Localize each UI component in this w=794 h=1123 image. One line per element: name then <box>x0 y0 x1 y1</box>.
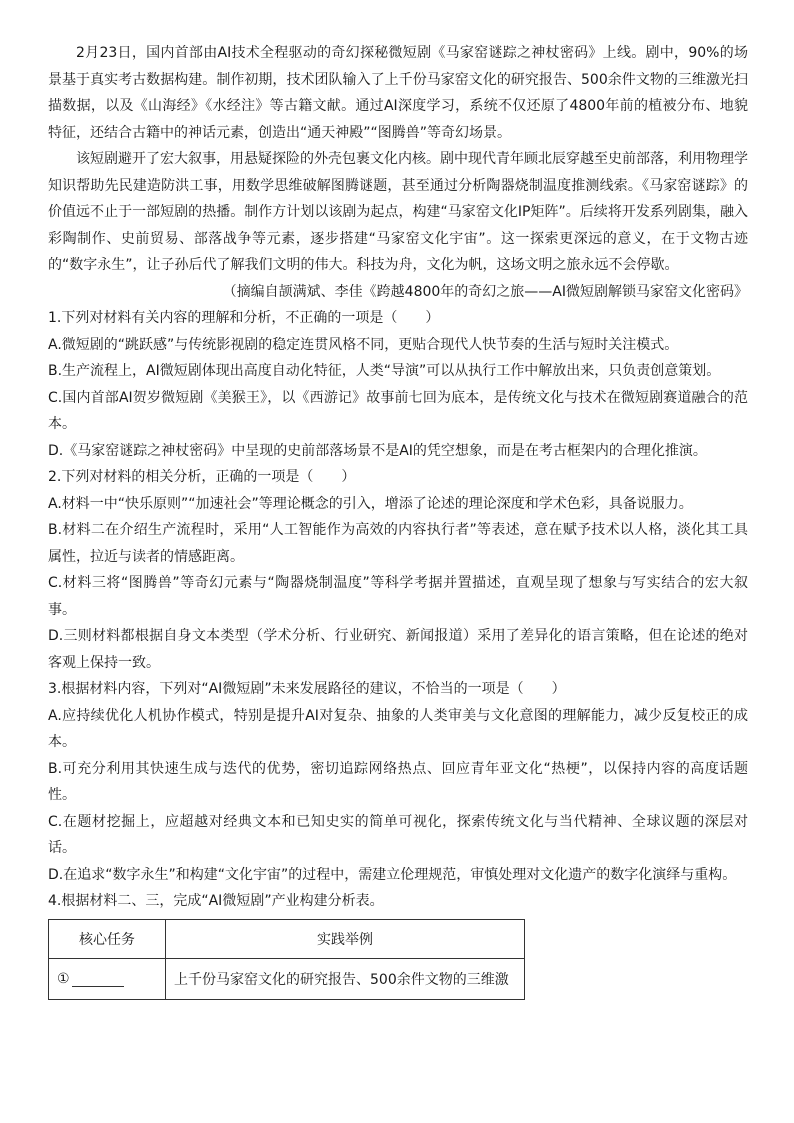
question-stem: 3.根据材料内容，下列对“AI微短剧”未来发展路径的建议，不恰当的一项是（ ） <box>48 681 566 697</box>
option-d: D.《马家窑谜踪之神杖密码》中呈现的史前部落场景不是AI的凭空想象，而是在考古框架内的合理化推演。 <box>48 442 707 459</box>
question-stem: 1.下列对材料有关内容的理解和分析，不正确的一项是（ ） <box>48 310 440 326</box>
question-4 <box>48 888 748 1000</box>
option-a: A.微短剧的“跳跃感”与传统影视剧的稳定连贯风格不同，更贴合现代人快节奏的生活与短时关注模式。 <box>48 336 679 353</box>
table-row <box>49 958 525 999</box>
fill-in-blank[interactable] <box>72 972 124 987</box>
table-header-core-task: 核心任务 <box>49 919 166 958</box>
question-stem: 2.下列对材料的相关分析，正确的一项是（ ） <box>48 469 356 485</box>
passage-source: （摘编自颉满斌、李佳《跨越4800年的奇幻之旅——AI微短剧解锁马家窑文化密码》 <box>222 283 748 300</box>
passage-paragraph-1: 2月23日，国内首部由AI技术全程驱动的奇幻探秘微短剧《马家窑谜踪之神杖密码》上线。剧中，90%的场景基于真实考古数据构建。制作初期，技术团队输入了上千份马家窑文化的研究报告、500余件文物的三维激光扫描数据，以及《山海经》《水经注》等古籍文献。通过AI深度学习，系统不仅还原了4800年前的植被分布、地貌特征，还结合古籍中的神话元素，创造出“通天神殿”“图腾兽”等奇幻场景。 <box>48 45 748 141</box>
option-a: A.材料一中“快乐原则”“加速社会”等理论概念的引入，增添了论述的理论深度和学术色彩，具备说服力。 <box>48 495 693 512</box>
question-2 <box>48 464 748 676</box>
option-d: D.三则材料都根据自身文本类型（学术分析、行业研究、新闻报道）采用了差异化的语言策略，但在论述的绝对客观上保持一致。 <box>48 628 748 671</box>
option-a: A.应持续优化人机协作模式，特别是提升AI对复杂、抽象的人类审美与文化意图的理解能力，减少反复校正的成本。 <box>48 707 748 750</box>
option-c: C.在题材挖掘上，应超越对经典文本和已知史实的简单可视化，探索传统文化与当代精神、全球议题的深层对话。 <box>48 813 748 856</box>
table-cell-example: 上千份马家窑文化的研究报告、500余件文物的三维激 <box>166 958 525 999</box>
exam-page <box>48 40 748 1000</box>
table-header-row <box>49 919 525 958</box>
option-d: D.在追求“数字永生”和构建“文化宇宙”的过程中，需建立伦理规范，审慎处理对文化遗产的数字化演绎与重构。 <box>48 866 737 883</box>
table-cell-task <box>49 958 166 999</box>
circled-number-marker: ① <box>57 970 70 987</box>
table-header-example: 实践举例 <box>166 919 525 958</box>
option-c: C.材料三将“图腾兽”等奇幻元素与“陶器烧制温度”等科学考据并置描述，直观呈现了想象与写实结合的宏大叙事。 <box>48 575 748 618</box>
option-b: B.材料二在介绍生产流程时，采用“人工智能作为高效的内容执行者”等表述，意在赋予技术以人格，淡化其工具属性，拉近与读者的情感距离。 <box>48 522 748 565</box>
question-3 <box>48 676 748 888</box>
analysis-table <box>48 919 525 1000</box>
question-stem: 4.根据材料二、三，完成“AI微短剧”产业构建分析表。 <box>48 893 384 909</box>
option-c: C.国内首部AI贺岁微短剧《美猴王》，以《西游记》故事前七回为底本，是传统文化与技术在微短剧赛道融合的范本。 <box>48 389 748 432</box>
passage-paragraph-2: 该短剧避开了宏大叙事，用悬疑探险的外壳包裹文化内核。剧中现代青年顾北辰穿越至史前部落，利用物理学知识帮助先民建造防洪工事，用数学思维破解图腾谜题，甚至通过分析陶器烧制温度推测线索。《马家窑谜踪》的价值远不止于一部短剧的热播。制作方计划以该剧为起点，构建“马家窑文化IP矩阵”。后续将开发系列剧集，融入彩陶制作、史前贸易、部落战争等元素，逐步搭建“马家窑文化宇宙”。这一探索更深远的意义，在于文物古迹的“数字永生”，让子孙后代了解我们文明的伟大。科技为舟，文化为帆，这场文明之旅永远不会停歇。 <box>48 151 748 273</box>
option-b: B.生产流程上，AI微短剧体现出高度自动化特征，人类“导演”可以从执行工作中解放出来，只负责创意策划。 <box>48 363 721 379</box>
option-b: B.可充分利用其快速生成与迭代的优势，密切追踪网络热点、回应青年亚文化“热梗”，以保持内容的高度话题性。 <box>48 760 748 803</box>
question-1 <box>48 305 748 464</box>
